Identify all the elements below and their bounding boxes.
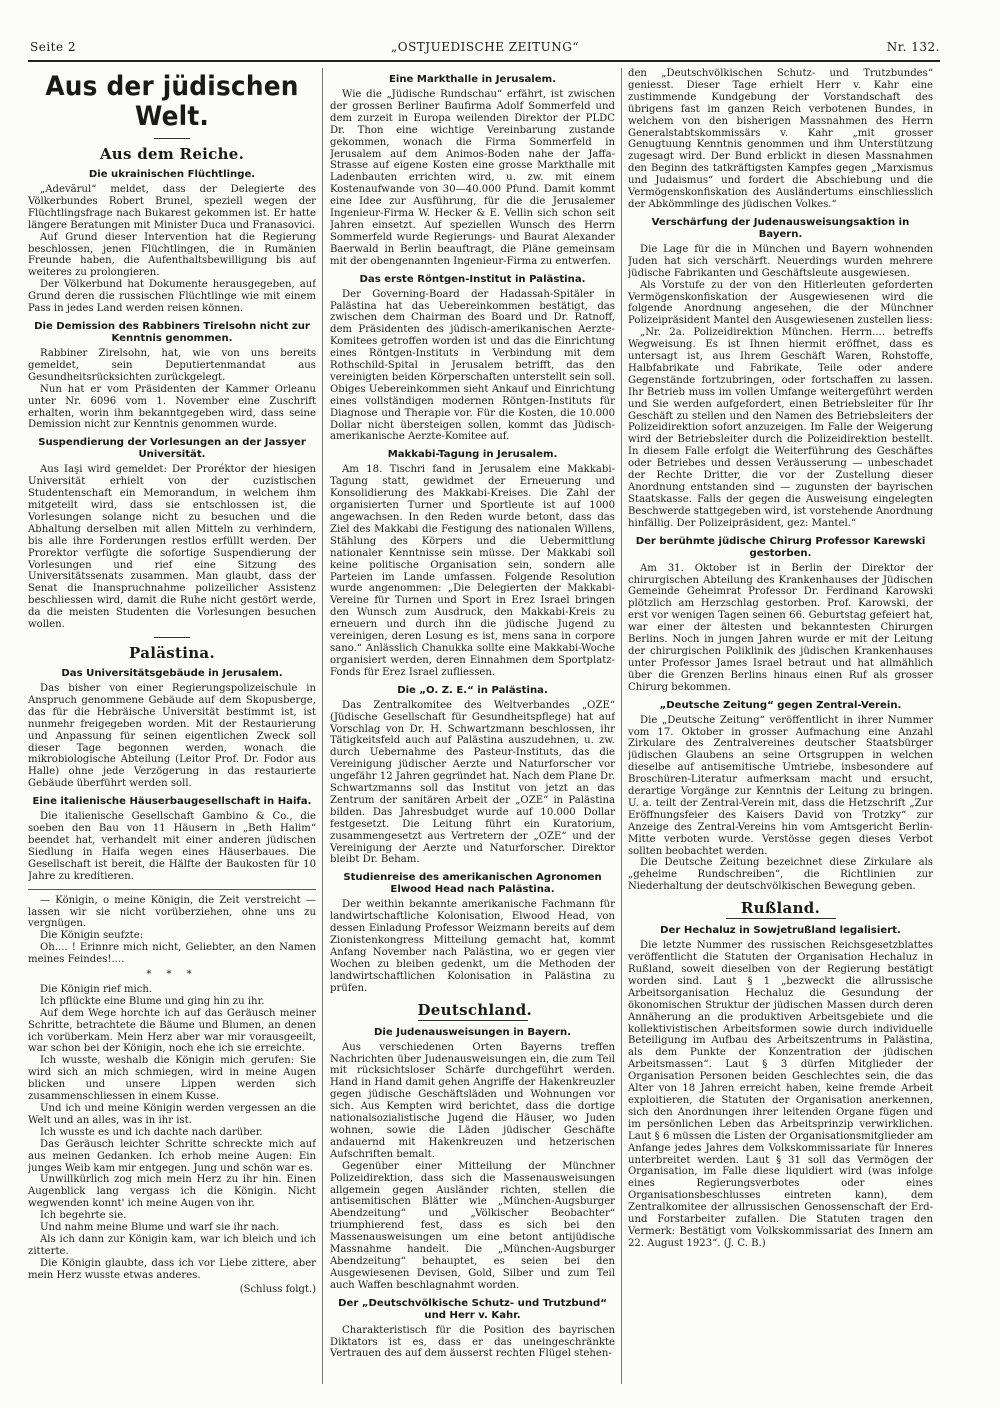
story-paragraph: Und nahm meine Blume und warf sie ihr nach. [40,1222,280,1234]
paragraph: Aus verschiedenen Orten Bayerns treffen Nachrichten über Judenausweisungen ein, die zum Teil mit rücksichtsloser Schärfe durchgeführt werden. Hand in Hand damit gehen Angriffe der Hakenkreuzler gegen jüdische Geschäftsläden und Wohnungen vor sich. Aus Kempten wird berichtet, dass die dortige nationalsozialistische Jugend die Häuser, wo Juden wohnen, sowie die Läden jüdischer Geschäfte andauernd mit Hakenkreuzen und hetzerischen Aufschriften bemalt. [330,1041,615,1160]
paragraph: Die italienische Gesellschaft Gambino & Co., die soeben den Bau von 11 Häusern in „Beth Halim“ beendet hat, verhandelt mit einer anderen jüdischen Siedlung in Haifa wegen eines Häuserbaues. Die Gesellschaft ist bereit, die Hälfte der Baukosten für 10 Jahre zu kreditieren. [28,811,316,882]
article-title: Verschärfung der Judenausweisungsaktion in Bayern. [651,216,910,240]
section-heading: Deutschland. [417,1000,533,1019]
paragraph: Die Lage für die in München und Bayern wohnenden Juden hat sich verschärft. Neuerdings wurden mehrere jüdische Fabrikanten und Geschäftsleute ausgewiesen. [628,243,933,279]
article-title: Die Demission des Rabbiners Tirelsohn nicht zur Kenntnis genommen. [34,320,310,344]
paragraph: den „Deutschvölkischen Schutz- und Trutzbundes“ geniesst. Dieser Tage erhielt Herr v. Kahr eine zustimmende Kundgebung der Vorstandschaft des übrigens fast im ganzen Reich verbotenen Bundes, in welchem von den bisherigen Massnahmen des Herrn Generalstabtskommissärs v. Kahr „mit grosser Genugtuung Kenntnis genommen und ihm Unterstützung zugesagt wird. Der Bund erblickt in diesen Massnahmen den Beginn des tatkräftigsten Kampfes gegen „Marxismus und Judaismus“ und fordert die Abschiebung und die Vermögenskonfiskation des Ausländertums einschliesslich der Abkömmlinge des jüdischen Volkes.“ [628,68,933,210]
story-paragraph: Und ich und meine Königin werden vergessen an die Welt und an alles, was in ihr ist. [28,1103,316,1126]
paragraph: Die „Deutsche Zeitung“ veröffentlicht in ihrer Nummer vom 17. Oktober in grosser Aufmachung eine Anzahl Zirkulare des Zentralvereines deutscher Staatsbürger jüdischen Glaubens an seine Ortsgruppen in welchen dieselbe auf antisemitische Umtriebe, insbesondere auf Broschüren-Literatur aufmerksam macht und ersucht, derartige Vorgänge zur Kenntnis der Leitung zu bringen. U. a. teilt der Zentral-Verein mit, dass die Hetzschrift „Zur Eröffnungsfeier des Kaisers David von Trotzky“ zur Anzeige des Zentral-Vereins hin vom Amtsgericht Berlin-Mitte verboten wurde. Verstösse gegen dieses Verbot sollten beobachtet werden. [628,714,933,857]
article-title: Eine italienische Häuserbaugesellschaft in Haifa. [32,796,312,808]
issue-number: Nr. 132. [886,40,940,54]
paragraph: „Nr. 2a. Polizeidirektion München. Herrn.... betreffs Wegweisung. Es ist Ihnen hiermit eröffnet, dass es untersagt ist, aus Ihrem Geschäft Waren, Rohstoffe, Halbfabrikate und Fabrikate, Teile oder andere Gegenstände fortzubringen, oder fortschaffen zu lassen. Ihr Betrieb muss im vollen Umfange weitergeführt werden und Sie werden aufgefordert, einen Betriebsleiter für Ihr Geschäft zu stellen und den Namen des Betriebsleiters der Polizeidirektion sofort anzuzeigen. Im Falle der Weigerung wird der Betriebsleiter durch die Polizeidirektion bestellt. In diesem Falle erfolgt die Weiterführung des Geschäftes oder Betriebes und dessen Veräusserung — unbeschadet der Rechte Dritter, die vor der Zustellung dieser Anordnung entstanden sind — zugunsten der bayrischen Staatskasse. Falls der gegen die Ausweisung eingelegten Beschwerde stattgegeben wird, ist vorstehende Anordnung hinfällig. Der Polizeipräsident, gez: Mantel.“ [628,327,933,529]
paragraph: Gegenüber einer Mitteilung der Münchner Polizeidirektion, dass sich die Massenausweisungen allgemein gegen Ausländer richten, stellen die antisemitischen Blätter wie „München-Augsburger Abendzeitung“ und „Völkischer Beobachter“ triumphierend fest, dass es sich bei den Massenausweisungen um eine betont antijüdische Massnahme handelt. Die „München-Augsburger Abendzeitung“ behauptet, es seien bei den Ausgewiesenen Devisen, Gold, Silber und zum Teil auch Waffen beschlagnahmt worden. [330,1160,615,1291]
article-title: Der berühmte jüdische Chirurg Professor Karewski gestorben. [635,535,926,559]
story-paragraph: Die Königin seufzte: [40,930,144,942]
header-rule [28,60,940,62]
paragraph: Der Governing-Board der Hadassah-Spitäler in Palästina hat das Uebereinkommen bestätigt, das zwischen dem Chairman des Board und Dr. Ratnoff, dem Präsidenten des jüdisch-amerikanischen Aerzte-Komitees getroffen worden ist und das die Einrichtung eines Röntgen-Instituts in Verbindung mit dem Rothschild-Spital in Jerusalem betrifft, das den vereinigten beiden Körperschaften unterstellt sein soll. Obiges Uebereinkommen sieht Ankauf und Einrichtung eines vollständigen modernen Röntgen-Instituts für Diagnose und Therapie vor. Für die Kosten, die 10.000 Dollar nicht übersteigen sollen, kommt das Jüdisch-amerikanische Aerzte-Komitee auf. [330,288,615,443]
article-title: Studienreise des amerikanischen Agronomen Elwood Head nach Palästina. [343,872,602,896]
page-header [30,38,940,58]
section-heading: Rußland. [726,899,836,919]
column-divider [322,68,323,1384]
story-paragraph: Ich wusste, weshalb die Königin mich gerufen: Sie wird sich an mich schmiegen, wird in meine Augen blicken und unsere Lippen werden sich zusammenschliessen in einem Kusse. [28,1055,316,1103]
paragraph: Rabbiner Zirelsohn, hat, wie von uns bereits gemeldet, sein Deputiertenmandat aus Gesundheitsrücksichten zurückgelegt. [28,347,316,383]
stars-separator: * * * [146,969,198,981]
article-title: Die ukrainischen Flüchtlinge. [88,169,256,180]
paragraph: Nun hat er vom Präsidenten der Kammer Orleanu unter Nr. 6096 vom 1. November eine Zuschrift erhalten, worin ihm bekanntgegeben wird, dass seine Demission nicht zur Kenntnis genommen wurde. [28,383,316,431]
paragraph: Auf Grund dieser Intervention hat die Regierung beschlossen, jenen Flüchtlingen, die in Rumänien Freunde haben, die Aufenthaltsbewilligung bis auf weiteres zu prolongieren. [28,231,316,279]
main-headline: Aus der jüdischen Welt. [45,71,299,132]
article-title: Die „O. Z. E.“ in Palästina. [397,684,548,696]
column-3 [628,68,933,1388]
article-title: Der „Deutschvölkische Schutz- und Trutzbund“ und Herr v. Kahr. [338,1297,607,1321]
story-paragraph: Ich wusste es und ich dachte nach darüber. [40,1126,263,1138]
article-title: „Deutsche Zeitung“ gegen Zentral-Verein. [659,699,902,711]
paragraph: Das bisher von einer Regierungspolizeischule in Anspruch genommene Gebäude auf dem Skopusberge, das für die Hebräische Universität bestimmt ist, ist nunmehr freigegeben worden. Mit der Restaurierung und Anpassung für seinen eigentlichen Zweck soll dieser Tage begonnen werden, wonach die mikrobiologische Abteilung (Leitor Prof. Dr. Fodor aus Halle) ohne jede Verzögerung in das restaurierte Gebäude überführt werden soll. [28,683,316,790]
paragraph: Am 31. Oktober ist in Berlin der Direktor der chirurgischen Abteilung des Krankenhauses der Jüdischen Gemeinde Geheimrat Professor Dr. Ferdinand Karowski plötzlich am Herzschlag gestorben. Prof. Karowski, der erst vor wenigen Tagen seinen 66. Geburtstag gefeiert hat, war einer der ältesten und bekanntesten Chirurgen Berlins. Noch in jungen Jahren wurde er mit der Leitung der chirurgischen Poliklinik des jüdischen Krankenhauses unter Professor James Israel betraut und hat allmählich über die Grenzen Berlins hinaus einen Ruf als grosser Chirurg bekommen. [628,562,933,693]
paragraph: „Adevărul“ meldet, dass der Delegierte des Völkerbundes Robert Brunel, speziell wegen der Flüchtlingsfrage nach Bukarest gekommen ist. Er hatte längere Beratungen mit Minister Duca und Franasovici. [28,184,316,231]
paragraph: Wie die „Jüdische Rundschau“ erfährt, ist zwischen der grossen Berliner Baufirma Adolf Sommerfeld und dem zurzeit in Europa weilenden Direktor der PLDC Dr. Thon eine wichtige Vereinbarung zustande gekommen, wonach die Firma Sommerfeld in Jerusalem auf dem Animos-Boden nahe der Jaffa-Strasse auf eigene Kosten eine grosse Markthalle mit Ladenbauten errichten wird, u. zw. mit einem Kostenaufwande von 30—40.000 Pfund. Damit kommt eine Idee zur Ausführung, für die die Jerusalemer Ingenieur-Firma W. Hecker & E. Vellin sich schon seit Jahren einsetzt. Auf speziellen Wunsch des Herrn Sommerfeld wurde Regierungs- und Baurat Alexander Baerwald in Berlin beauftragt, die Pläne gemeinsam mit der obengenannten Ingenieur-Firma zu entwerfen. [330,89,615,267]
page-number: Seite 2 [30,40,77,54]
column-divider [621,68,622,1384]
title-rule [154,138,190,139]
story-paragraph: Die Königin glaubte, dass ich vor Liebe zittere, aber mein Herz wusste etwas anderes. [28,1257,316,1281]
paragraph: Am 18. Tischri fand in Jerusalem eine Makkabi-Tagung statt, gewidmet der Erneuerung und Konsolidierung des Makkabi-Kreises. Die Zahl der organisierten Turner und Sportleute ist auf 1000 angewachsen. In den Reden wurde betont, dass das Ziel des Makkabi die Festigung des nationalen Willens, Stählung des Körpers und die Uebermittlung nationaler Kenntnisse sein müsse. Der Makkabi soll keine politische Organisation sein, sondern alle Parteien im Lande umfassen. Folgende Resolution wurde angenommen: „Die Delegierten der Makkabi-Vereine für Turnen und Sport in Erez Israel bringen den Wunsch zum Ausdruck, den Makkabi-Kreis zu erneuern und durch ihn die jüdische Jugend zu vereinigen, deren Losung es ist, mens sana in corpore sano.“ Anlässlich Chanukka sollte eine Makkabi-Woche organisiert werden, deren Einnahmen dem Sportplatz-Fonds für Erez Israel zufliessen. [330,464,615,678]
section-heading: Aus dem Reiche. [99,145,245,163]
paragraph: Die letzte Nummer des russischen Reichsgesetzblattes veröffentlicht die Statuten der Organisation Hechaluz in Rußland, soweit dieselben von der Regierung bestätigt worden sind. Laut § 1 „bezweckt die allrussische Arbeitsorganisation Hechaluz die Gesundung der ökonomischen Struktur der jüdischen Massen durch deren Annäherung an die produktiven Arbeitsgebiete und die kollektivistischen Arbeitsformen sowie durch individuelle Beteiligung im Aufbau des Arbeitszentrums in Palästina, als dem Punkte der Konzentration der jüdischen Arbeitsmassen“. Laut § 3 dürfen Mitglieder der Organisation Personen beiden Geschlechtes sein, die das Alter von 18 Jahren erreicht haben, keine fremde Arbeit exploitieren, die Statuten der Organisation anerkennen, sich den Anordnungen ihrer leitenden Organe fügen und im persönlichen Leben das Arbeitsprinzip verwirklichen. Laut § 6 müssen die Listen der Organisationsmitglieder am Anfange jedes Jahres dem Volkskommissariate für Inneres unterbreitet werden. Laut § 31 soll das Vermögen der Organisation, im Falle diese liquidiert wird (was infolge eines Regierungsverbotes oder eines Organisationsbeschlusses eintreten kann), dem Zentralkomitee der allrussischen Genossenschaft der Erd- und Forstarbeiter zufallen. Die Statuten tragen den Vermerk: Bestätigt vom Volkskommissariat des Innern am 22. August 1923“. (J. C. B.) [628,940,933,1249]
story-paragraph: Oh.... ! Erinnre mich nicht, Geliebter, an den Namen meines Feindes!.... [28,942,316,966]
article-title: Eine Markthalle in Jerusalem. [389,74,556,85]
article-title: Suspendierung der Vorlesungen an der Jassyer Universität. [38,437,306,461]
article-title: Das Universitätsgebäude in Jerusalem. [61,668,283,679]
story-paragraph: Die Königin rief mich. [40,983,153,995]
story-paragraph: Ich begehrte sie. [40,1210,127,1222]
story-paragraph: Auf dem Wege horchte ich auf das Geräusch meiner Schritte, betrachtete die Bäume und Blumen, an denen ich vorüberkam. Mein Herz aber war mir vorausgeeilt, war schon bei der Königin, noch ehe ich sie erreichte. [28,1007,316,1055]
story-paragraph: Ich pflückte eine Blume und ging hin zu ihr. [40,995,265,1007]
section-rule [154,637,190,638]
section-heading: Palästina. [129,644,215,662]
story-paragraph: Als ich dann zur Königin kam, war ich bleich und ich zitterte. [28,1233,316,1257]
paragraph: Die Deutsche Zeitung bezeichnet diese Zirkulare als „geheime Rundschreiben“, die Richtlinien zur Niederhaltung der deutschvölkischen Bewegung geben. [628,857,933,893]
story-paragraph: Unwillkürlich zog mich mein Herz zu ihr hin. Einen Augenblick lang vergass ich die Königin. Nicht wegwenden konnt' ich meine Augen von ihr. [28,1174,316,1210]
story-paragraph: — Königin, o meine Königin, die Zeit verstreicht — lassen wir sie nicht vorüberziehen, ohne uns zu vergnügen. [28,894,316,930]
article-title: Der Hechaluz in Sowjetrußland legalisiert. [660,925,901,937]
article-title: Makkabi-Tagung in Jerusalem. [387,449,558,461]
continuation-note: (Schluss folgt.) [239,1283,316,1295]
story-divider [28,889,316,890]
article-title: Die Judenausweisungen in Bayern. [374,1026,571,1038]
newspaper-name: „OSTJUEDISCHE ZEITUNG“ [391,40,579,54]
column-1 [28,68,316,1388]
article-title: Das erste Röntgen-Institut in Palästina. [359,273,586,285]
paragraph: Der Völkerbund hat Dokumente herausgegeben, auf Grund deren die russischen Flüchtlinge wie mit einem Pass in jedes Land werden reisen können. [28,279,316,315]
paragraph: Charakteristisch für die Position des bayrischen Diktators ist es, dass er das uneingeschränkte Vertrauen des auf dem äusserst rechten Flügel stehen- [330,1324,615,1360]
column-2 [330,68,615,1388]
paragraph: Der weithin bekannte amerikanische Fachmann für landwirtschaftliche Kolonisation, Elwood Head, von dessen Einladung Professor Weizmann bereits auf dem Zionistenkongress Mitteilung gemacht hat, kommt Anfang November nach Palästina, wo er gegen vier Wochen zu bleiben gedenkt, um die Methoden der landwirtschaftlichen Kolonisation in Palästina zu prüfen. [330,899,615,994]
story-paragraph: Das Geräusch leichter Schritte schreckte mich auf aus meinen Gedanken. Ich erhob meine Augen: Ein junges Weib kam mir entgegen. Jung und schön war es. [28,1138,316,1174]
paragraph: Aus Iaşi wird gemeldet: Der Proréktor der hiesigen Universität erhielt von der cuzistischen Studentenschaft ein Memorandum, in welchem ihm mitgeteilt wird, dass sie entschlossen ist, die Vorlesungen solange nicht zu besuchen und die Abhaltung derselben mit allen Mitteln zu verhindern, bis alle ihre Forderungen restlos erfüllt werden. Der Prorektor verfügte die sofortige Suspendierung der Vorlesungen und rief eine Sitzung des Universitätssenats zusammen. Man glaubt, dass der Senat die Inanspruchnahme polizeilicher Assistenz beschliessen wird, damit die Ruhe nicht gestört werde, da die meisten Studenten die Vorlesungen besuchen wollen. [28,464,316,631]
paragraph: Das Zentralkomitee des Weltverbandes „OZE“ (Jüdische Gesellschaft für Gesundheitspflege) hat auf Vorschlag von Dr. H. Schwartzmann beschlossen, ihr Tätigkeitsfeld auch auf Palästina auszudehnen, u. zw. durch Uebernahme des Pasteur-Instituts, das die Vereinigung jüdischer Aerzte und Naturforscher vor ungefähr 12 Jahren gegründet hat. Nach dem Plane Dr. Schwartzmanns soll das Institut von jetzt an das Zentrum der sanitären Arbeit der „OZE“ in Palästina bilden. Das Jahresbudget wurde auf 10.000 Dollar festgesetzt. Die Leitung führt ein Kuratorium, zusammengesetzt aus Vertretern der „OZE“ und der Vereinigung der Aerzte und Naturforscher. Direktor bleibt Dr. Beham. [330,699,615,866]
paragraph: Als Vorstufe zu der von den Hitlerleuten geforderten Vermögenskonfiskation der Ausgewiesenen wird die folgende Anordnung angesehen, die der Münchner Polizeipräsident Mantel den Ausgewiesenen zustellen liess: [628,279,933,327]
